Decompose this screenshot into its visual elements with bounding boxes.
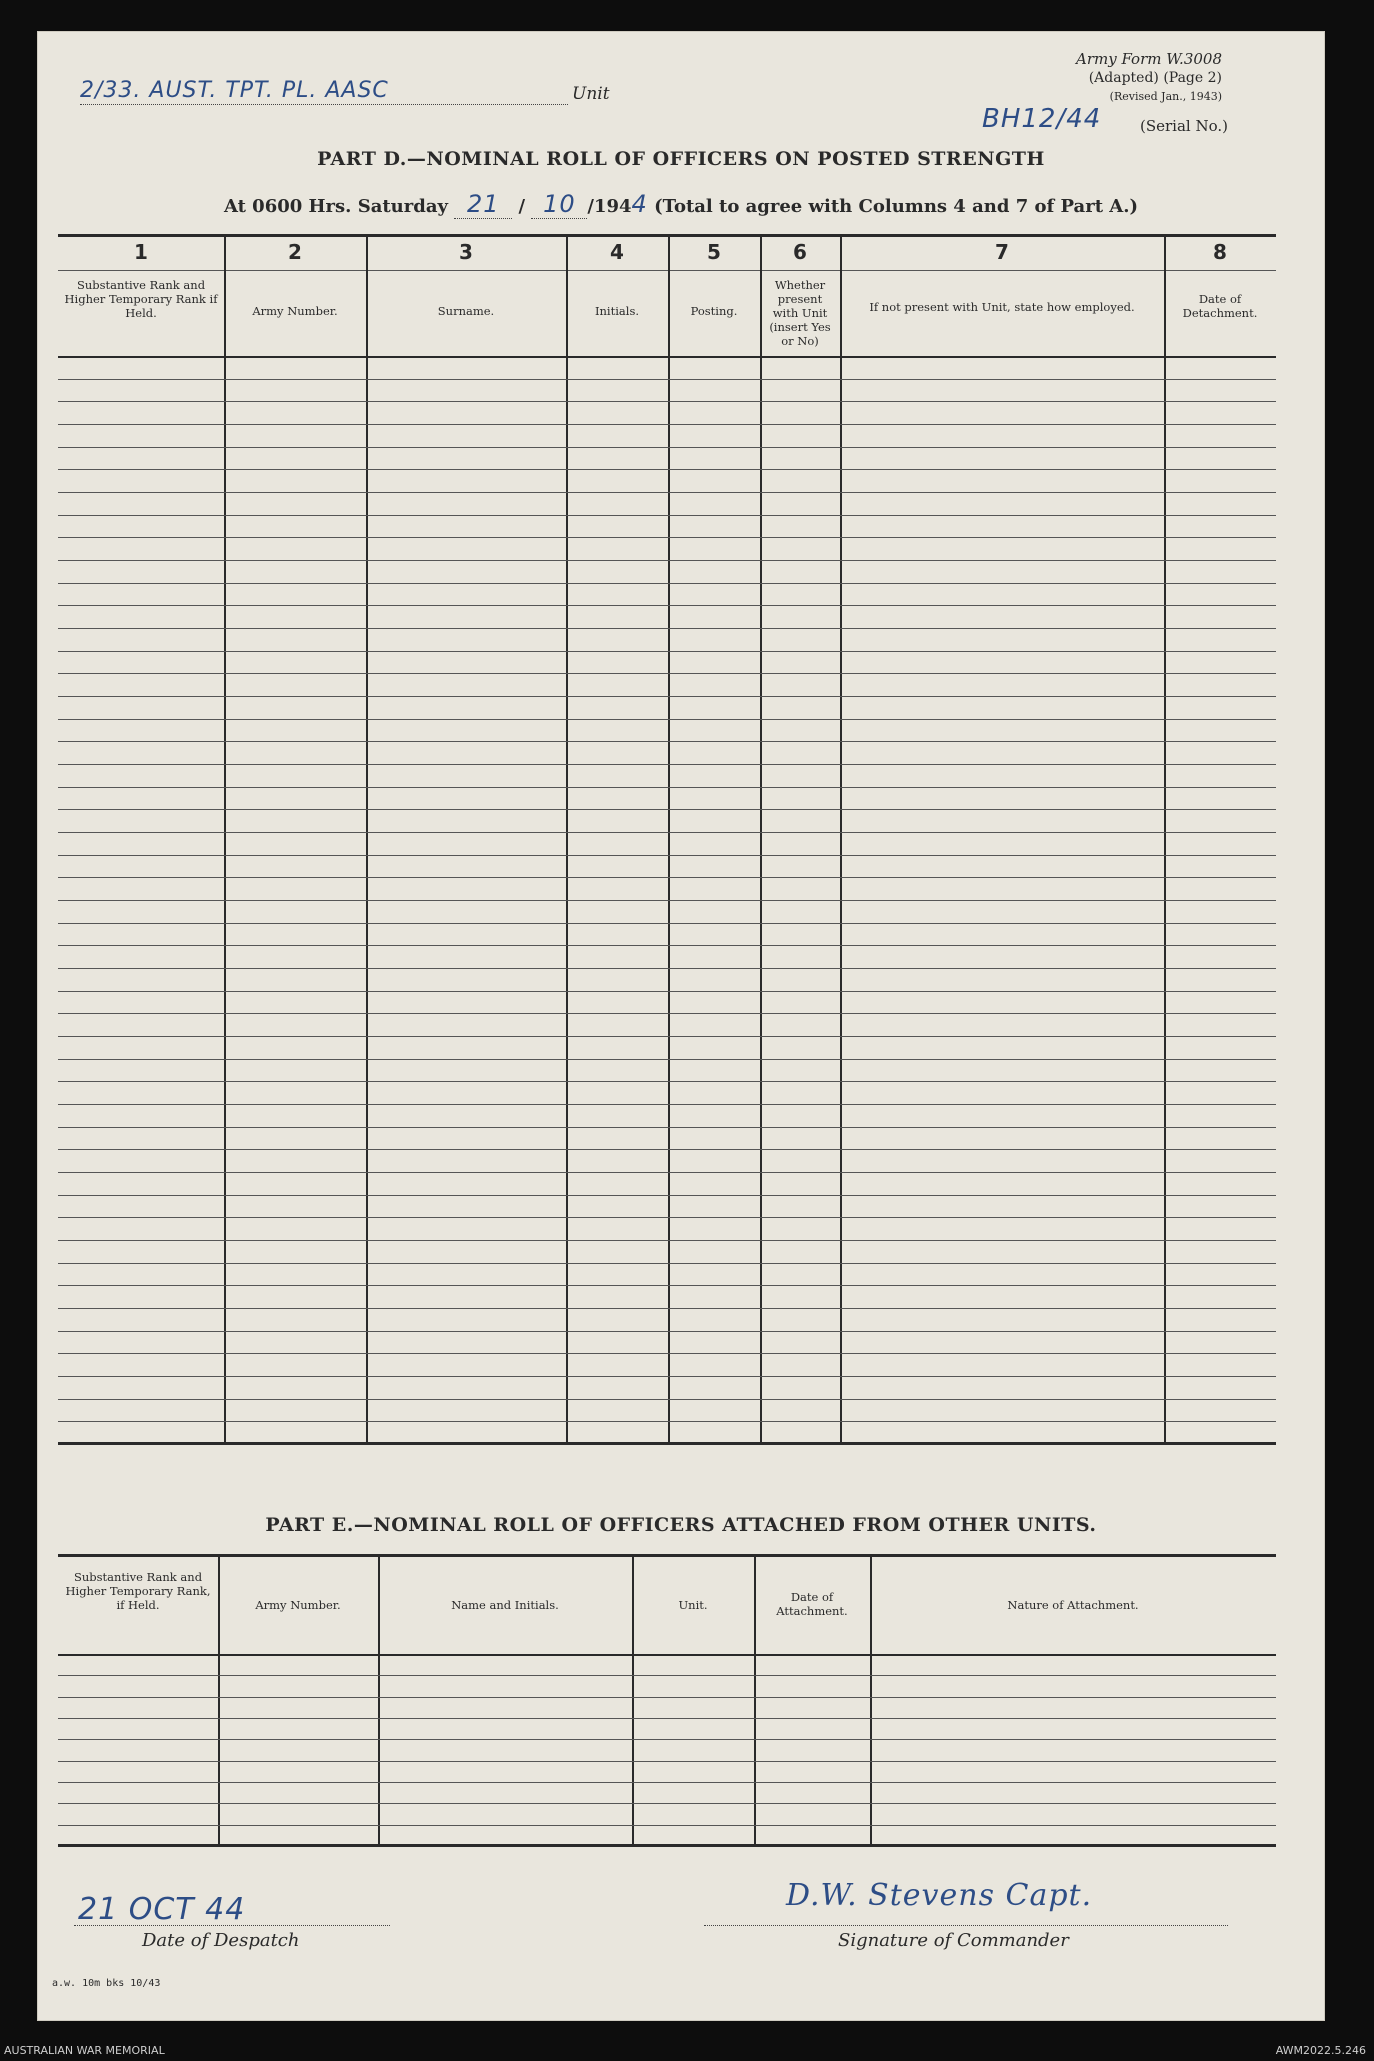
table-row [58,673,1276,674]
form-revised: (Revised Jan., 1943) [1109,90,1222,103]
table-row [58,968,1276,969]
column-number: 5 [707,240,721,264]
column-header: Army Number. [255,1598,341,1612]
column-header: Name and Initials. [451,1598,559,1612]
table-row [58,1331,1276,1332]
table-row [58,764,1276,765]
column-header: Posting. [690,304,738,318]
date-line: At 0600 Hrs. Saturday 21 / 10 /1944 (Total to agree with Columns 4 and 7 of Part A.) [223,190,1139,218]
table-row [58,1149,1276,1150]
signature-underline [704,1925,1228,1926]
table-row [58,1353,1276,1354]
table-row [58,1195,1276,1196]
part-e-table [58,1554,1276,1846]
table-row [58,1376,1276,1377]
column-number: 4 [610,240,624,264]
form-number: Army Form W.3008 [1076,50,1222,68]
table-bottom-rule [58,1844,1276,1847]
unit-underline [80,104,568,105]
header-bottom-rule [58,356,1276,358]
table-row [58,1036,1276,1037]
table-row [58,719,1276,720]
table-row [58,651,1276,652]
table-row [58,1675,1276,1676]
signature-value: D.W. Stevens Capt. [786,1878,1093,1913]
column-header: Date of Attachment. [776,1590,848,1618]
date-suffix: (Total to agree with Columns 4 and 7 of Part A.) [654,196,1139,217]
table-row [58,832,1276,833]
table-row [58,1217,1276,1218]
table-row [58,1803,1276,1804]
table-row [58,696,1276,697]
table-row [58,1240,1276,1241]
table-row [58,1104,1276,1105]
table-row [58,1421,1276,1422]
date-prefix: At 0600 Hrs. Saturday [223,196,448,217]
table-row [58,1172,1276,1173]
despatch-label: Date of Despatch [142,1930,300,1951]
number-row-rule [58,270,1276,271]
caption-right: AWM2022.5.246 [1275,2044,1366,2057]
table-row [58,945,1276,946]
table-row [58,492,1276,493]
table-row [58,991,1276,992]
table-row [58,1081,1276,1082]
part-d-table [58,234,1276,1444]
table-row [58,1308,1276,1309]
print-code: a.w. 10m bks 10/43 [52,1978,161,1989]
table-row [58,424,1276,425]
table-row [58,1739,1276,1740]
table-bottom-rule [58,1442,1276,1445]
table-row [58,1127,1276,1128]
table-row [58,1285,1276,1286]
column-header: Army Number. [252,304,338,318]
column-number: 3 [459,240,473,264]
table-row [58,560,1276,561]
despatch-underline [74,1925,390,1926]
table-row [58,1718,1276,1719]
date-month: 10 [531,190,587,219]
table-row [58,537,1276,538]
table-row [58,855,1276,856]
table-row [58,741,1276,742]
table-row [58,1399,1276,1400]
column-header: Whether present with Unit (insert Yes or No) [769,278,831,348]
column-header: If not present with Unit, state how employed. [869,300,1135,314]
column-header: Initials. [594,304,640,318]
form-adapted: (Adapted) (Page 2) [1088,70,1222,86]
table-top-rule [58,1554,1276,1557]
part-d-title: PART D.—NOMINAL ROLL OF OFFICERS ON POSTED STRENGTH [317,148,1045,170]
table-top-rule [58,234,1276,237]
table-row [58,1263,1276,1264]
table-row [58,1013,1276,1014]
header-bottom-rule [58,1654,1276,1656]
table-row [58,1059,1276,1060]
table-row [58,628,1276,629]
unit-value: 2/33. AUST. TPT. PL. AASC [80,78,389,103]
date-day: 21 [454,190,512,219]
table-row [58,583,1276,584]
column-header: Unit. [678,1598,708,1612]
table-row [58,469,1276,470]
signature-label: Signature of Commander [838,1930,1069,1951]
table-row [58,379,1276,380]
caption-left: AUSTRALIAN WAR MEMORIAL [4,2044,165,2057]
table-row [58,923,1276,924]
column-number: 7 [995,240,1009,264]
column-header: Substantive Rank and Higher Temporary Rank, if Held. [65,1570,211,1612]
column-header: Surname. [437,304,495,318]
serial-label: (Serial No.) [1140,117,1228,135]
form-page [38,32,1324,2020]
table-row [58,787,1276,788]
column-number: 1 [134,240,148,264]
column-number: 8 [1213,240,1227,264]
table-row [58,1761,1276,1762]
column-number: 6 [793,240,807,264]
date-year-prefix: /194 [587,196,632,217]
table-row [58,515,1276,516]
despatch-value: 21 OCT 44 [78,1892,246,1927]
table-row [58,809,1276,810]
table-row [58,1825,1276,1826]
column-header: Date of Detachment. [1182,292,1258,320]
table-row [58,900,1276,901]
part-e-title: PART E.—NOMINAL ROLL OF OFFICERS ATTACHED FROM OTHER UNITS. [265,1514,1097,1536]
table-row [58,877,1276,878]
column-header: Nature of Attachment. [1007,1598,1139,1612]
table-row [58,605,1276,606]
date-year-digit: 4 [631,190,648,218]
table-row [58,447,1276,448]
table-row [58,1697,1276,1698]
column-header: Substantive Rank and Higher Temporary Rank if Held. [64,278,218,320]
serial-value: BH12/44 [982,104,1102,134]
unit-label: Unit [572,84,610,104]
column-number: 2 [288,240,302,264]
table-row [58,401,1276,402]
table-row [58,1782,1276,1783]
